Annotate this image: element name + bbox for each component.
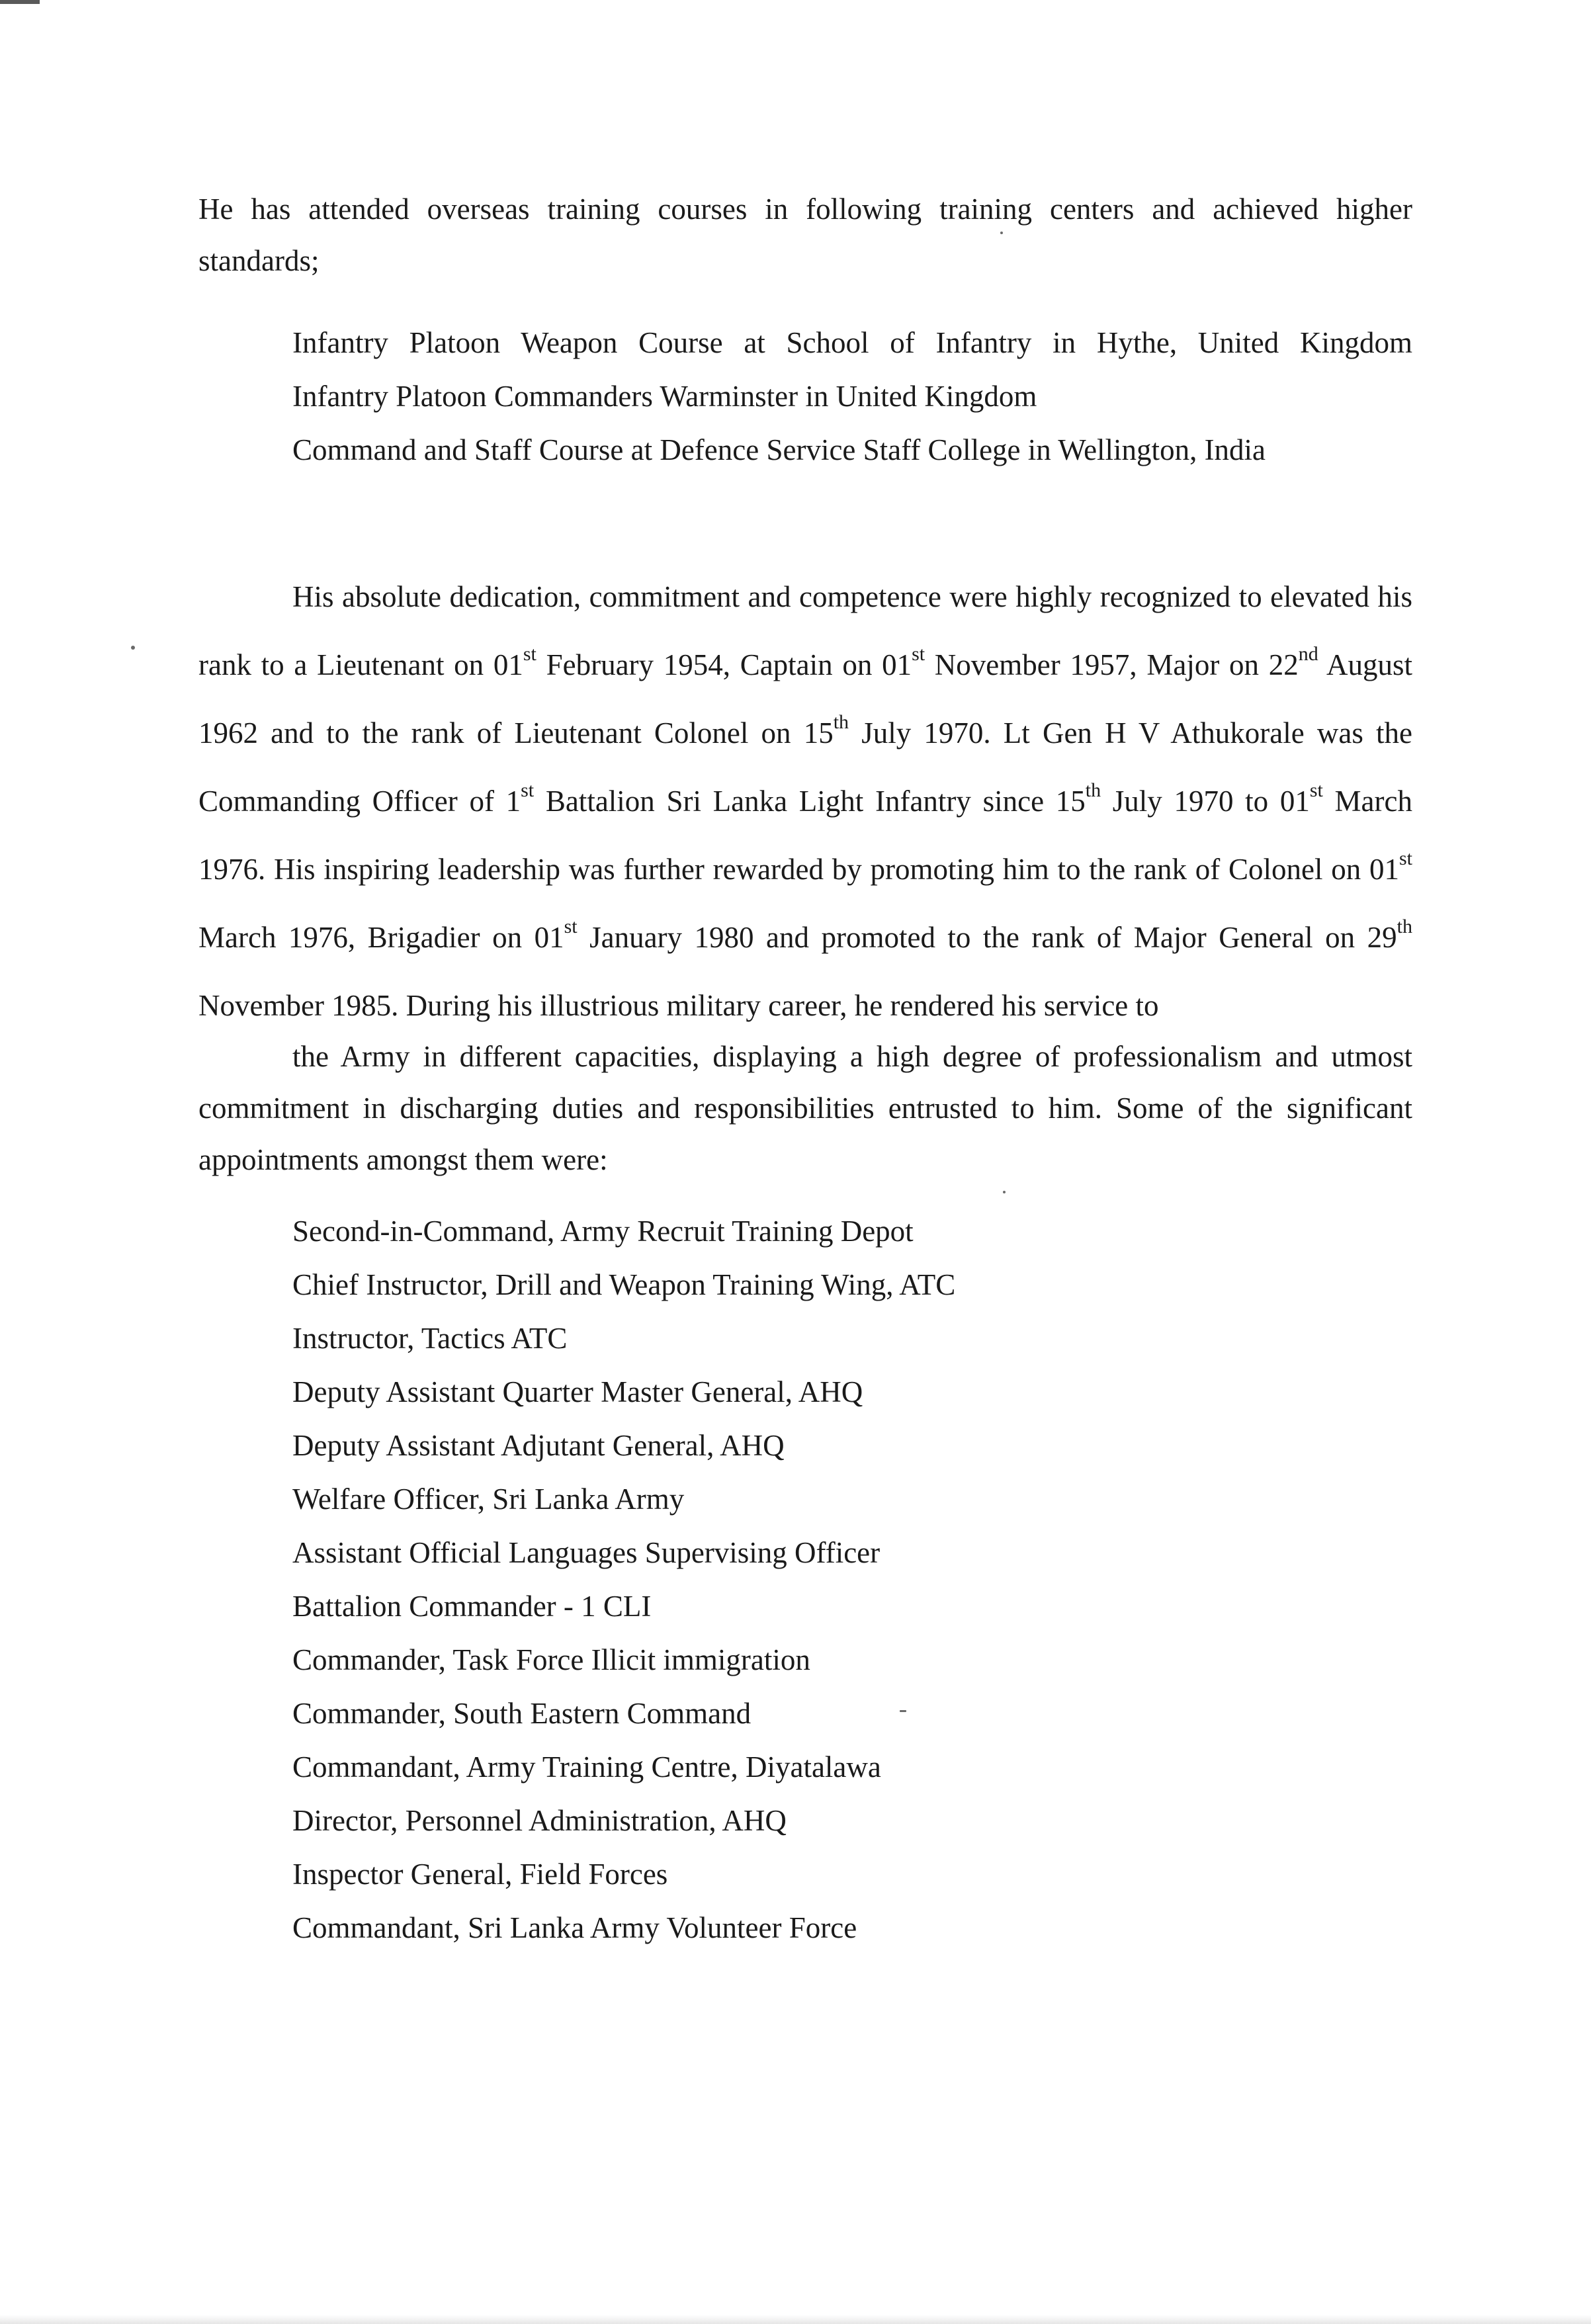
career-text: January 1980 and promoted to the rank of Major General on 29 [577,921,1397,954]
career-text: November 1957, Major on 22 [925,648,1299,681]
ordinal-suffix: st [1398,847,1412,869]
list-item: Instructor, Tactics ATC [292,1322,568,1355]
career-text: His absolute dedication, commitment and competence were highly recognized to elevated his rank to a Lieutenant on 01 [198,580,1412,681]
ordinal-suffix: th [1085,779,1101,801]
career-text: Battalion Sri Lanka Light Infantry since 15 [534,785,1086,818]
list-item: Battalion Commander - 1 CLI [292,1590,652,1623]
list-item: Deputy Assistant Adjutant General, AHQ [292,1429,785,1462]
career-text: July 1970 to 01 [1101,785,1310,818]
list-item: Deputy Assistant Quarter Master General, AHQ [292,1375,863,1408]
list-item: Commander, Task Force Illicit immigration [292,1643,810,1676]
career-text-tail: the Army in different capacities, displaying a high degree of professionalism and utmost commitment in discharging duties and responsibilities entrusted to him. Some of the significant appointments amongst them were: [198,1040,1412,1176]
career-text: August 1962 and to the rank of Lieutenant Colonel on 15 [198,648,1412,750]
training-courses-list [292,316,1417,477]
list-item: Director, Personnel Administration, AHQ [292,1804,787,1837]
ordinal-suffix: nd [1298,643,1318,665]
career-text: March 1976, Brigadier on 01 [198,921,564,954]
list-item: Welfare Officer, Sri Lanka Army [292,1483,685,1516]
ordinal-suffix: th [1397,916,1412,937]
ordinal-suffix: st [564,916,578,937]
ordinal-suffix: st [912,643,925,665]
career-text: March 1976. His inspiring leadership was further rewarded by promoting him to the rank of Colonel on 01 [198,785,1412,886]
scan-speck [1003,1191,1006,1193]
list-item: Commander, South Eastern Command [292,1697,752,1730]
scan-bottom-edge [0,2315,1591,2324]
list-item: Inspector General, Field Forces [292,1858,668,1891]
career-text: July 1970. Lt Gen H V Athukorale was the Commanding Officer of 1 [198,716,1412,818]
list-item: Infantry Platoon Weapon Course at School of Infantry in Hythe, United Kingdom [292,326,1412,359]
list-item: Chief Instructor, Drill and Weapon Training Wing, ATC [292,1268,956,1301]
ordinal-suffix: st [521,779,535,801]
scan-speck [131,646,135,650]
list-item: Second-in-Command, Army Recruit Training Depot [292,1215,914,1248]
career-paragraph [198,563,1412,1185]
career-text: November 1985. During his illustrious military career, he rendered his service to [198,989,1159,1022]
ordinal-suffix: th [833,711,849,733]
list-item: Commandant, Army Training Centre, Diyatalawa [292,1750,881,1784]
ordinal-suffix: st [523,643,537,665]
appointments-list [292,1205,955,1955]
list-item: Commandant, Sri Lanka Army Volunteer Force [292,1911,857,1944]
intro-paragraph: He has attended overseas training courses in following training centers and achieved higher standards; [198,193,1412,277]
career-text: February 1954, Captain on 01 [536,648,912,681]
list-item: Command and Staff Course at Defence Service Staff College in Wellington, India [292,433,1266,466]
ordinal-suffix: st [1309,779,1323,801]
scan-edge-mark [0,0,40,12]
list-item: Assistant Official Languages Supervising Officer [292,1536,881,1569]
list-item: Infantry Platoon Commanders Warminster in United Kingdom [292,380,1037,413]
